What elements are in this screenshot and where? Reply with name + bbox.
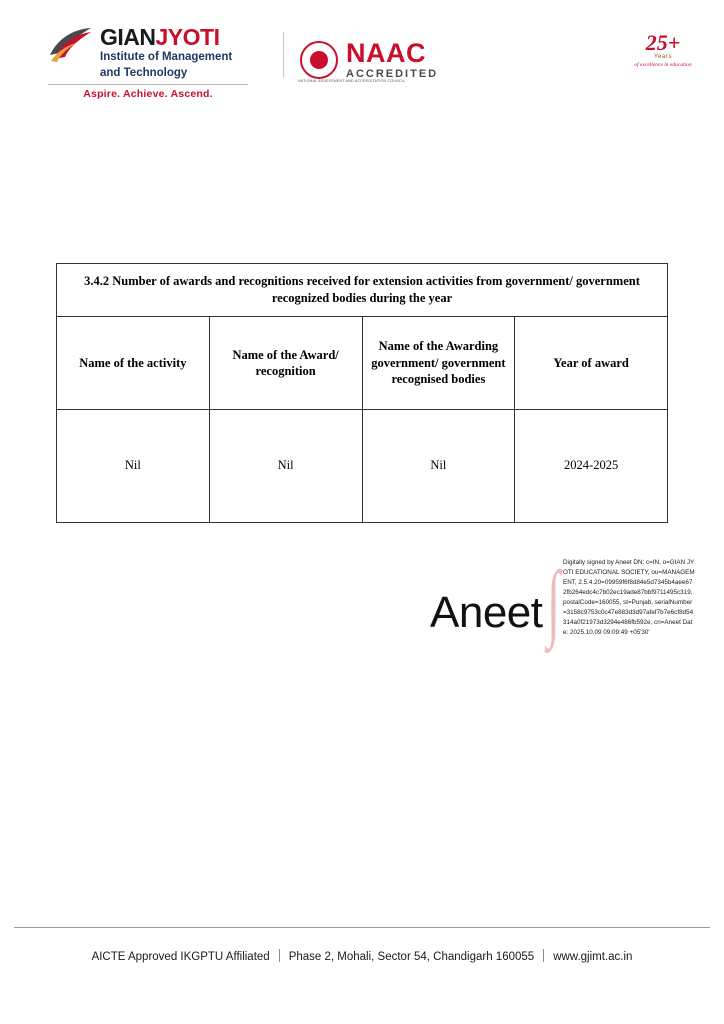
naac-accreditation-badge bbox=[298, 38, 439, 83]
table-row bbox=[57, 409, 668, 522]
naac-wordmark: NAAC bbox=[346, 38, 426, 68]
cell-awarding-body: Nil bbox=[362, 409, 515, 522]
anniversary-number: 25+ bbox=[645, 30, 681, 55]
logo-word-jyoti: JYOTI bbox=[155, 24, 220, 50]
signature-flourish-icon: ∫ bbox=[547, 553, 560, 649]
digital-signature bbox=[430, 553, 695, 695]
signature-name: Aneet bbox=[430, 588, 543, 637]
column-header-award: Name of the Award/ recognition bbox=[209, 316, 362, 409]
cell-award: Nil bbox=[209, 409, 362, 522]
logo-subtitle-line1: Institute of Management bbox=[100, 51, 233, 63]
footer-address: Phase 2, Mohali, Sector 54, Chandigarh 160055 bbox=[288, 951, 535, 963]
footer-website: www.gjimt.ac.in bbox=[553, 951, 633, 963]
anniversary-badge bbox=[628, 32, 698, 69]
naac-seal-caption: NATIONAL ASSESSMENT AND ACCREDITATION COUNCIL bbox=[298, 79, 406, 83]
table-header-row bbox=[57, 316, 668, 409]
anniversary-sublabel: of excellence in education bbox=[634, 61, 692, 68]
logo-divider bbox=[48, 84, 248, 85]
logo-word-gian: GIAN bbox=[100, 24, 156, 50]
logo-wordmark bbox=[100, 26, 232, 49]
footer-accreditation: AICTE Approved IKGPTU Affiliated bbox=[91, 951, 270, 963]
flame-logo-icon bbox=[48, 26, 94, 64]
header-vertical-divider bbox=[283, 32, 284, 78]
table-title-row bbox=[57, 264, 668, 317]
naac-accredited-label: ACCREDITED bbox=[346, 68, 439, 80]
signature-details: Digitally signed by Aneet DN: c=IN, o=GIAN JYOTI EDUCATIONAL SOCIETY, ou=MANAGEMENT, 2.5.4.20=09959f6f8d84e5d7345b4aee672fb264edc4c7b02ec19ade87bbf9711495c319, postalCode=160055, st=Punjab, serialNumber=3158c9753c0c47e883d3d97afef7b7e6cf8d54314a0f21973d3294e486fb592e, cn=Aneet Date: 2025.10.09 09:09:49 +05'30' bbox=[563, 559, 695, 636]
page-header bbox=[0, 18, 724, 101]
column-header-awarding-body: Name of the Awarding government/ government recognised bodies bbox=[362, 316, 515, 409]
awards-table bbox=[56, 263, 668, 523]
footer-divider bbox=[14, 927, 710, 928]
cell-activity: Nil bbox=[57, 409, 210, 522]
column-header-year: Year of award bbox=[515, 316, 668, 409]
logo-tagline: Aspire. Achieve. Ascend. bbox=[83, 88, 213, 101]
logo-subtitle-line2: and Technology bbox=[100, 66, 188, 79]
footer-separator-1 bbox=[279, 949, 280, 962]
table-title: 3.4.2 Number of awards and recognitions received for extension activities from government/ government recognized bodies during the year bbox=[57, 264, 668, 317]
footer-separator-2 bbox=[543, 949, 544, 962]
institute-logo bbox=[48, 26, 273, 100]
column-header-activity: Name of the activity bbox=[57, 316, 210, 409]
page-footer bbox=[0, 949, 724, 963]
anniversary-label: Years bbox=[653, 54, 673, 60]
cell-year: 2024-2025 bbox=[515, 409, 668, 522]
